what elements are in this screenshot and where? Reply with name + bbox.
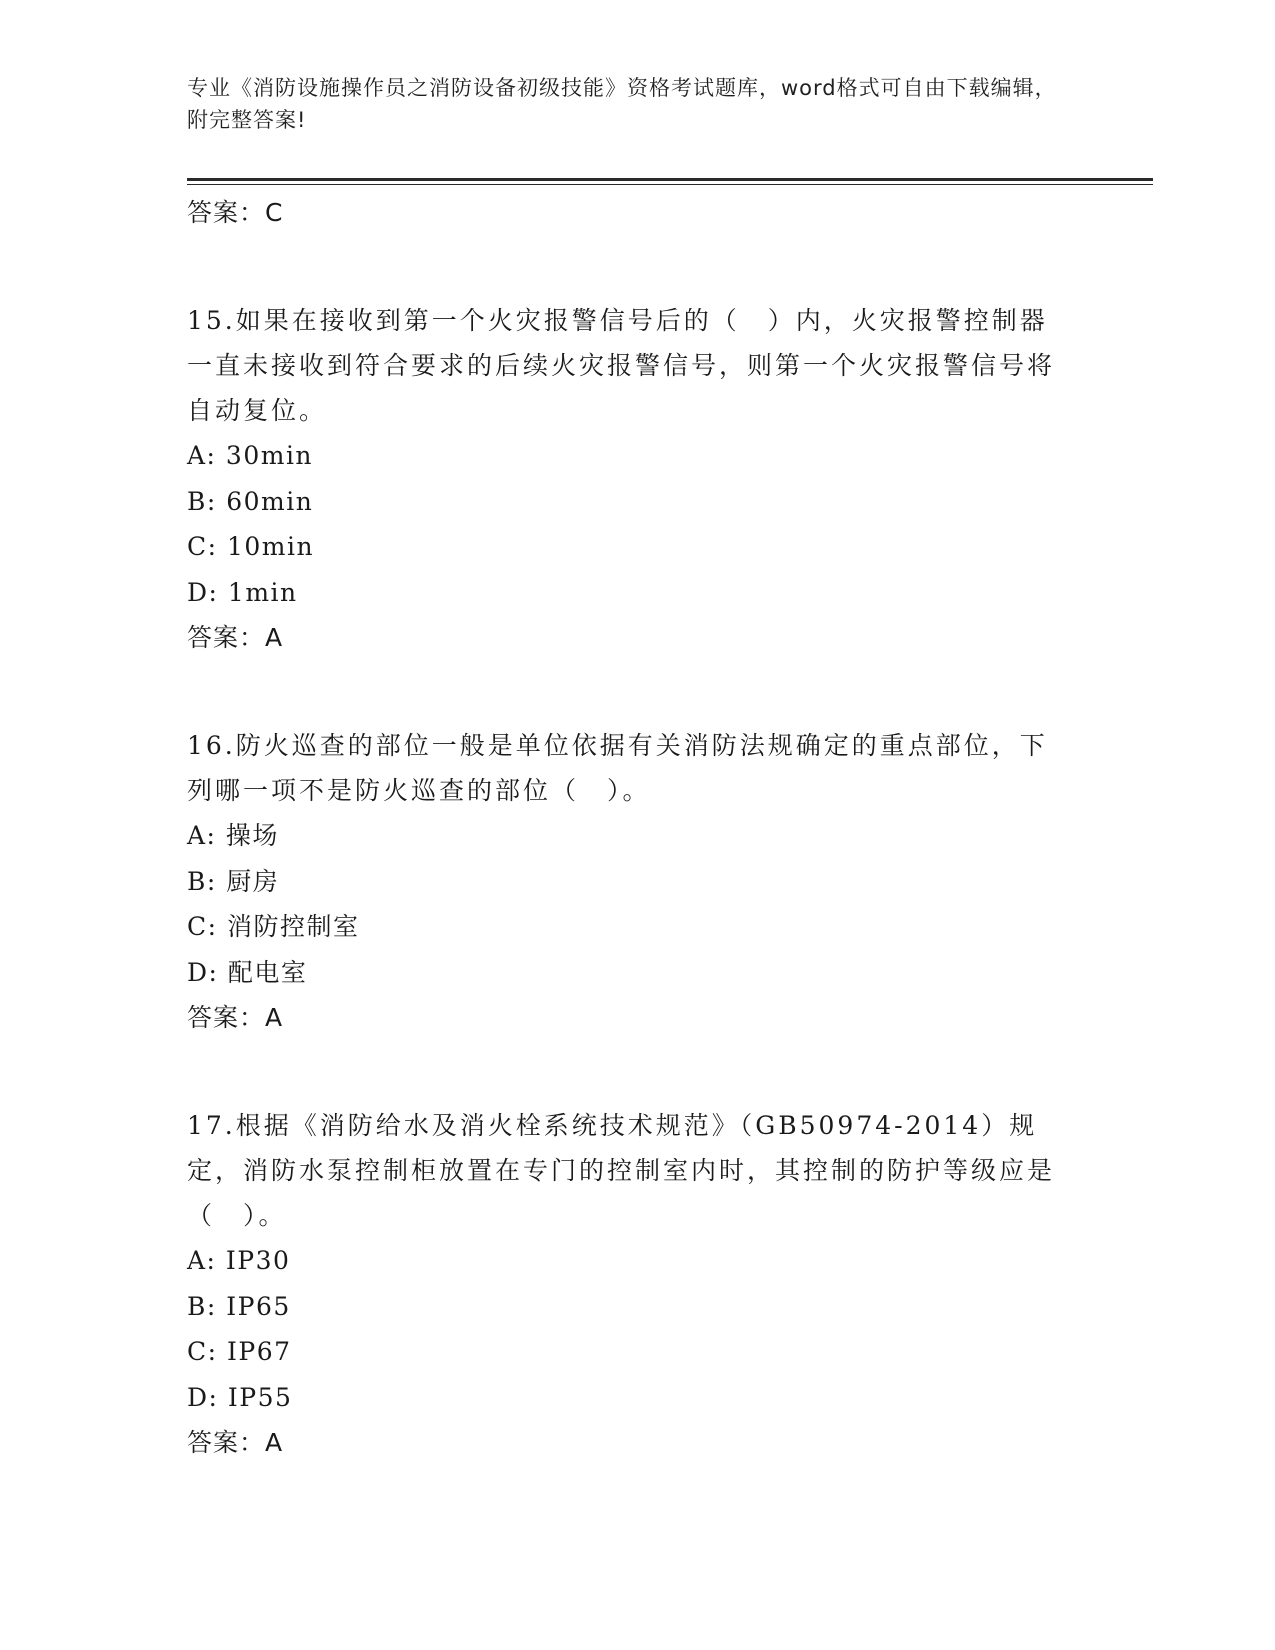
document-body	[187, 190, 1087, 1466]
answer-line: 答案：A	[187, 1428, 284, 1457]
header-rule-thin	[187, 184, 1153, 185]
question-block	[187, 1103, 1087, 1466]
question-text: 15.如果在接收到第一个火灾报警信号后的（ ）内，火灾报警控制器一直未接收到符合要求的后续火灾报警信号，则第一个火灾报警信号将自动复位。	[187, 306, 1056, 425]
page-header: 专业《消防设施操作员之消防设备初级技能》资格考试题库，word格式可自由下载编辑，附完整答案!	[187, 76, 1057, 132]
option-a: A: 30min	[187, 441, 314, 470]
option-c: C: 10min	[187, 532, 315, 561]
option-a: A: IP30	[187, 1246, 291, 1275]
answer-line: 答案：C	[187, 198, 284, 227]
question-text: 16.防火巡查的部位一般是单位依据有关消防法规确定的重点部位，下列哪一项不是防火巡查的部位（ ）。	[187, 731, 1048, 805]
question-block	[187, 723, 1087, 1041]
option-b: B: 60min	[187, 486, 314, 516]
option-c: C: 消防控制室	[187, 912, 360, 941]
option-a: A: 操场	[187, 821, 279, 850]
question-block	[187, 298, 1087, 661]
option-b: B: IP65	[187, 1291, 291, 1321]
answer-line: 答案：A	[187, 1003, 284, 1032]
option-d: D: IP55	[187, 1382, 293, 1412]
option-b: B: 厨房	[187, 866, 280, 896]
question-text: 17.根据《消防给水及消火栓系统技术规范》（GB50974-2014）规定，消防水泵控制柜放置在专门的控制室内时，其控制的防护等级应是（ ）。	[187, 1111, 1056, 1230]
answer-line: 答案：A	[187, 623, 284, 652]
option-d: D: 配电室	[187, 957, 308, 987]
header-rule-thick	[187, 178, 1153, 181]
option-d: D: 1min	[187, 577, 298, 607]
option-c: C: IP67	[187, 1337, 292, 1366]
